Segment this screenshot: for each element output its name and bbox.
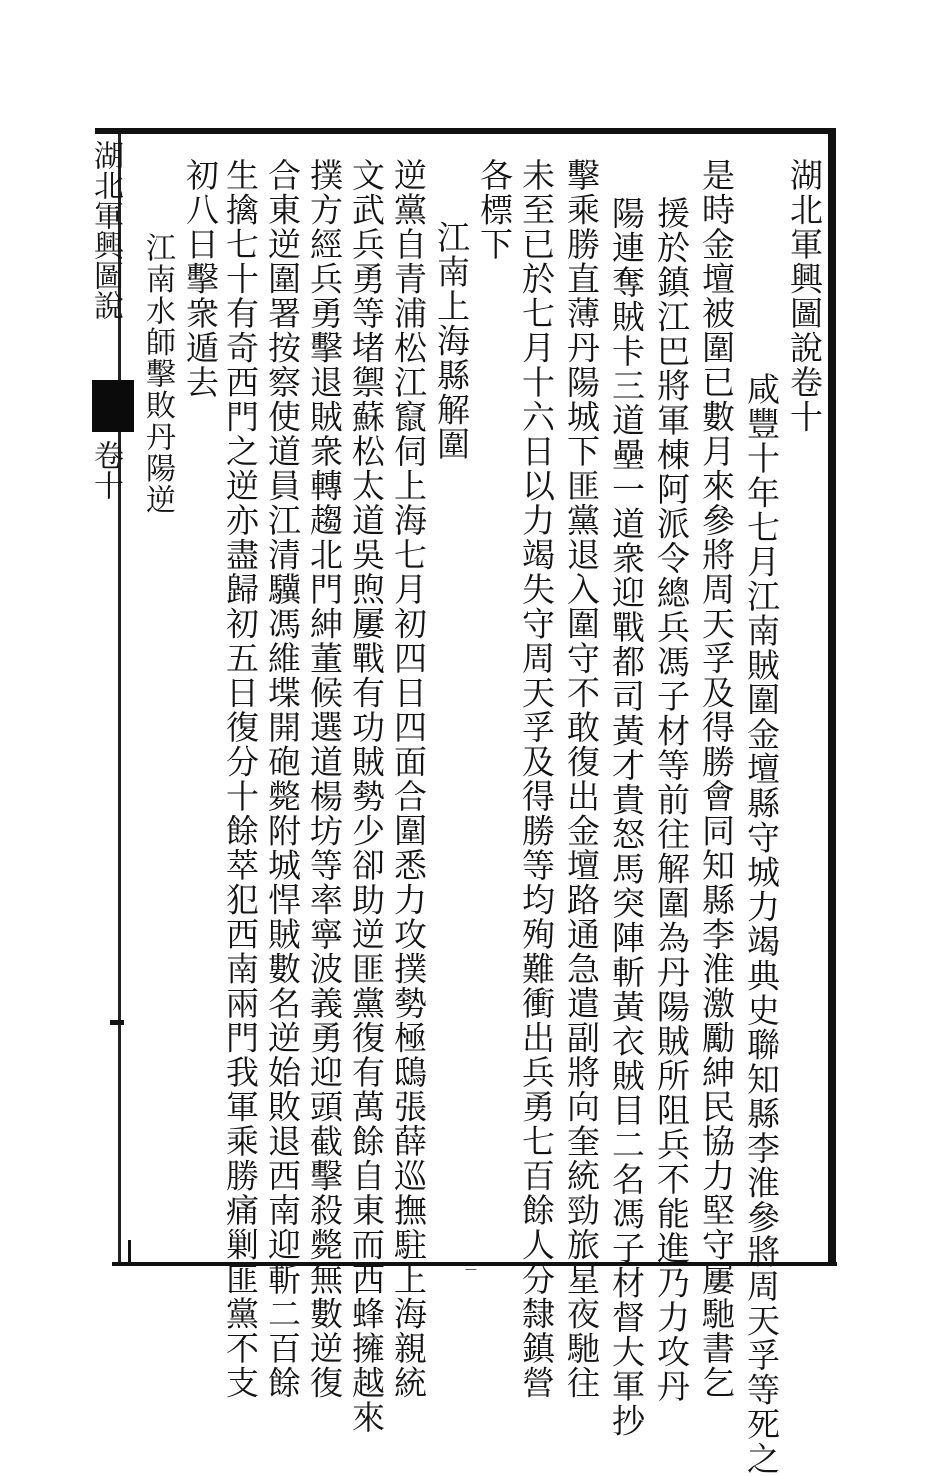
text-column-8: 逆黨自青浦松江竄伺上海七月初四日四面合圍悉力攻撲勢極鴟張薛巡撫駐上海親統: [389, 158, 428, 1400]
text-column-9: 文武兵勇等堵禦蘇松太道吳煦屢戰有功賊勢少卻助逆匪黨復有萬餘自東而西蜂擁越來: [347, 158, 386, 1435]
margin-volume: 卷十: [88, 440, 123, 500]
section-heading: 江南上海縣解圍: [432, 220, 471, 462]
margin-tick-mark: [110, 1020, 124, 1025]
margin-book-title: 湖北軍興圖說: [88, 140, 123, 320]
fishtail-mark: [92, 380, 134, 432]
text-column-10: 撲方經兵勇擊退賊衆轉趨北門紳董候選道楊坊等率寧波義勇迎頭截擊殺斃無數逆復: [305, 158, 344, 1400]
text-column-5: 擊乘勝直薄丹陽城下匪黨退入圍守不敢復出金壇路通急遣副將向奎統勁旅星夜馳往: [562, 158, 601, 1400]
text-column-6: 未至已於七月十六日以力竭失守周天孚及得勝等均殉難衝出兵勇七百餘人分隸鎮營: [517, 158, 556, 1400]
page-number: —: [465, 1262, 477, 1276]
text-column-12: 生擒七十有奇西門之逆亦盡歸初五日復分十餘萃犯西南兩門我軍乘勝痛剿匪黨不支: [221, 158, 260, 1400]
text-column-4: 陽連奪賊卡三道壘一道衆迎戰都司黃才貴怒馬突陣斬黃衣賊目二名馮子材督大軍抄: [607, 196, 646, 1438]
book-title-line: 湖北軍興圖說卷十: [785, 158, 824, 434]
text-column-13: 初八日擊衆遁去: [181, 158, 220, 400]
text-column-2: 是時金壇被圍已數月來參將周天孚及得勝會同知縣李淮激勵紳民協力堅守屢馳書乞: [697, 158, 736, 1400]
next-section-heading: 江南水師擊敗丹陽逆: [140, 232, 175, 516]
frame-right-rule: [828, 128, 836, 1266]
text-column-11: 合東逆圍署按察使道員江清驥馮維堞開砲斃附城悍賊數名逆始敗退西南迎斬二百餘: [263, 158, 302, 1400]
frame-top-rule: [95, 128, 830, 134]
text-column-3: 援於鎮江巴將軍棟阿派令總兵馮子材等前往解圍為丹陽賊所阻兵不能進乃力攻丹: [652, 196, 691, 1404]
text-column-7: 各標下: [475, 158, 514, 262]
margin-tick-mark-lower: [128, 1240, 131, 1262]
text-column-1: 咸豐十年七月江南賊圍金壇縣守城力竭典史聯知縣李淮參將周天孚等死之: [742, 372, 781, 1476]
